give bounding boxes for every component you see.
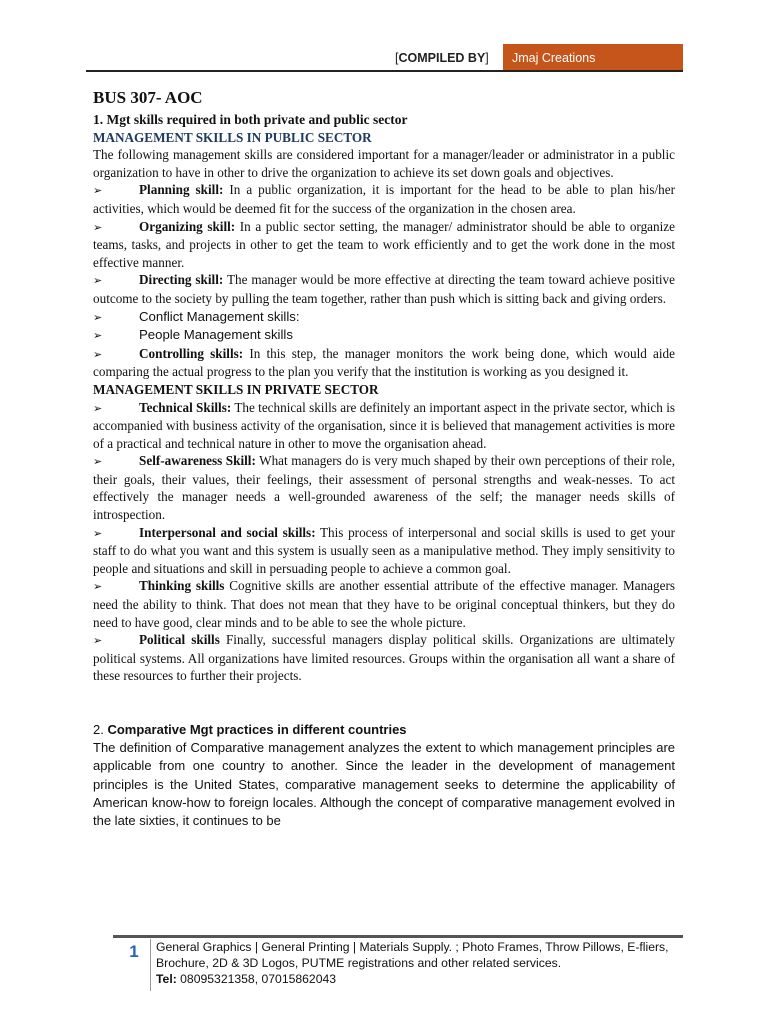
question-1-heading: 1. Mgt skills required in both private and public sector <box>93 112 408 127</box>
page-number: 1 <box>129 942 139 961</box>
tel-numbers: 08095321358, 07015862043 <box>176 972 337 986</box>
document-body <box>93 88 675 830</box>
arrow-bullet-icon: ➢ <box>93 580 103 594</box>
arrow-bullet-icon: ➢ <box>93 401 103 415</box>
list-item <box>93 524 675 578</box>
compiled-by-text: COMPILED BY <box>398 50 486 65</box>
document-title: BUS 307- AOC <box>93 88 203 107</box>
item-term: Self-awareness Skill: <box>139 453 256 469</box>
item-text: People Management skills <box>139 327 293 343</box>
public-sector-heading: MANAGEMENT SKILLS IN PUBLIC SECTOR <box>93 129 372 145</box>
item-term: Directing skill: <box>139 272 224 288</box>
list-item <box>93 308 675 327</box>
arrow-bullet-icon: ➢ <box>93 329 103 343</box>
arrow-bullet-icon: ➢ <box>93 455 103 469</box>
item-term: Controlling skills: <box>139 345 244 361</box>
footer-divider <box>150 939 151 991</box>
list-item <box>93 181 675 217</box>
arrow-bullet-icon: ➢ <box>93 184 103 198</box>
list-item <box>93 452 675 523</box>
item-term: Planning skill: <box>139 182 224 198</box>
question-2-heading <box>93 721 675 739</box>
brand-tag: Jmaj Creations <box>503 44 683 71</box>
footer-services-text: General Graphics | General Printing | Materials Supply. ; Photo Frames, Throw Pillows, E-fliers, Brochure, 2D & 3D Logos, PUTME registrations and other related services. <box>156 940 669 970</box>
list-item <box>93 345 675 381</box>
footer-services <box>156 939 676 987</box>
arrow-bullet-icon: ➢ <box>93 274 103 288</box>
item-term: Organizing skill: <box>139 218 236 234</box>
list-item <box>93 271 675 307</box>
compiled-by-label: [COMPILED BY] <box>395 50 489 65</box>
arrow-bullet-icon: ➢ <box>93 526 103 540</box>
arrow-bullet-icon: ➢ <box>93 220 103 234</box>
list-item <box>93 326 675 345</box>
item-text: Cognitive skills are another essential attribute of the effective manager. Managers need the ability to think. That does not mean that they have to be original conceptual thinkers, but they do need to have good, clear minds and to be able to see the whole picture. <box>93 578 675 630</box>
private-sector-heading: MANAGEMENT SKILLS IN PRIVATE SECTOR <box>93 381 379 397</box>
arrow-bullet-icon: ➢ <box>93 634 103 648</box>
item-text: This process of interpersonal and social skills is used to get your staff to do what you want and this system is usually seen as a manipulative method. They imply sensitivity to people and situations and skill in persuading people to achieve a common goal. <box>93 524 675 576</box>
section-2 <box>93 721 675 830</box>
item-text: In a public organization, it is important for the head to be able to plan his/her activities, which would be deemed fit for the success of the organization in the chosen area. <box>93 182 675 216</box>
header-rule <box>86 70 683 72</box>
arrow-bullet-icon: ➢ <box>93 347 103 361</box>
footer-tel <box>156 971 676 987</box>
page-header <box>395 44 596 71</box>
item-text: Finally, successful managers display political skills. Organizations are ultimately political systems. All organizations have limited resources. Groups within the organisation all want a share of these resources to further their projects. <box>93 632 676 684</box>
question-2-title: Comparative Mgt practices in different countries <box>107 722 407 737</box>
question-2-number: 2. <box>93 722 108 737</box>
section-gap <box>93 685 675 703</box>
list-item <box>93 577 675 631</box>
item-text: The manager would be more effective at directing the team toward achieve positive outcome to the society by pulling the team together, rather than push which is sitting back and giving orders. <box>93 272 675 306</box>
item-term: Thinking skills <box>139 578 225 594</box>
item-term: Technical Skills: <box>139 399 232 415</box>
question-2-body: The definition of Comparative management analyzes the extent to which management principles are applicable from one country to another. Since the leader in the development of management principles is the United States, comparative management seeks to determine the applicability of American know-how to foreign locales. Although the concept of comparative management evolved in the late sixties, it continues to be <box>93 740 675 829</box>
tel-label: Tel: <box>156 972 177 986</box>
public-intro: The following management skills are considered important for a manager/leader or administrator in a public organization to have in other to drive the organization to achieve its set down goals and objectives. <box>93 147 675 180</box>
item-text: The technical skills are definitely an important aspect in the private sector, which is accompanied with business activity of the organisation, since it is believed that management activities is more of a practical and technical nature in other to move the organisation ahead. <box>93 399 675 451</box>
list-item <box>93 399 675 453</box>
list-item <box>93 631 675 685</box>
item-term: Political skills <box>139 632 220 648</box>
item-text: What managers do is very much shaped by their own perceptions of their role, their goals, their values, their feelings, their assessment of personal strengths and weak-nesses. To act effectively the manager needs a well-grounded awareness of the self; the manager needs skills of introspection. <box>93 453 676 523</box>
item-text: Conflict Management skills: <box>139 308 300 324</box>
list-item <box>93 218 675 272</box>
item-text: In a public sector setting, the manager/ administrator should be able to organize teams, tasks, and projects in other to get the team to work efficiently and to get the work done in the most effective manner. <box>93 218 675 270</box>
arrow-bullet-icon: ➢ <box>93 310 103 324</box>
item-text: In this step, the manager monitors the work being done, which would aide comparing the actual progress to the plan you verify that the institution is working as you designed it. <box>93 345 675 380</box>
section-gap <box>93 703 675 721</box>
footer-rule <box>113 935 683 938</box>
item-term: Interpersonal and social skills: <box>139 524 316 540</box>
